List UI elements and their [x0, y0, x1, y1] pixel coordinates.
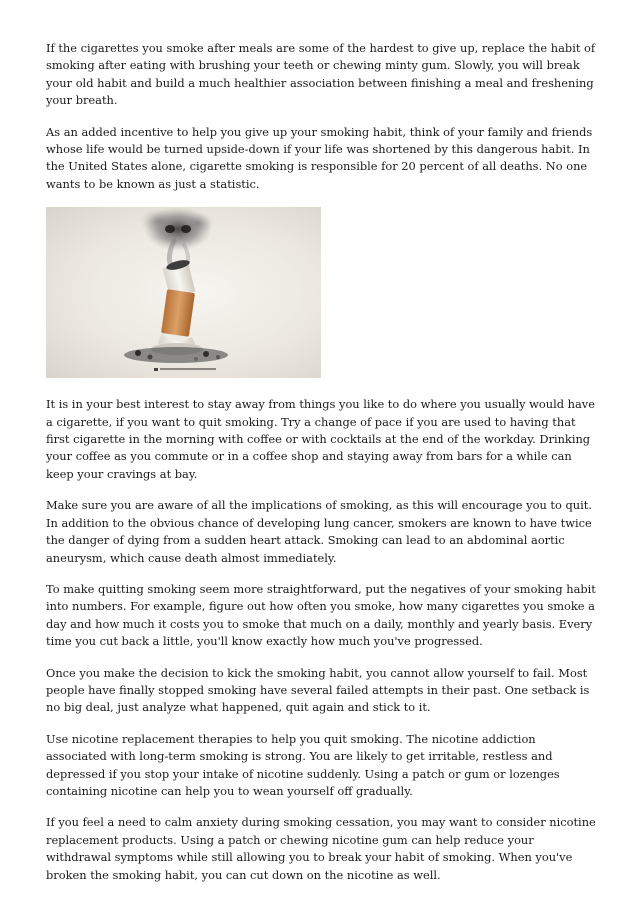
paragraph-implications: Make sure you are aware of all the implications of smoking, as this will encourage you to quit. In addition to the obvious chance of developing lung cancer, smokers are known to have twice the danger of dying from a sudden heart attack. Smoking can lead to an abdominal aortic aneurysm, which cause death almost immediately.	[46, 498, 592, 565]
paragraph-after-meals: If the cigarettes you smoke after meals are some of the hardest to give up, replace the habit of smoking after eating with brushing your teeth or chewing minty gum. Slowly, you will break your old habit and build a much healthier association between finishing a meal and freshening your breath.	[46, 41, 596, 108]
paragraph-incentive: As an added incentive to help you give up your smoking habit, think of your family and friends whose life would be turned upside-down if your life was shortened by this dangerous habit. In the United States alone, cigarette smoking is responsible for 20 percent of all deaths. No one wants to be known as just a statistic.	[46, 124, 593, 191]
paragraph-numbers: To make quitting smoking seem more straightforward, put the negatives of your smoking habit into numbers. For example, figure out how often you smoke, how many cigarettes you smoke a day and how much it costs you to smoke that much on a daily, monthly and yearly basis. Every time you cut back a little, you'll know exactly how much you've progressed.	[46, 581, 596, 649]
article-body	[46, 40, 598, 898]
cigarette-butt-smoke-skull-icon	[46, 207, 321, 378]
paragraph-calm-anxiety: If you feel a need to calm anxiety during smoking cessation, you may want to consider nicotine replacement products. Using a patch or chewing nicotine gum can help reduce your withdrawal symptoms while still allowing you to break your habit of smoking. When you've broken the smoking habit, you can cut down on the nicotine as well.	[46, 815, 596, 882]
paragraph-stay-away: It is in your best interest to stay away from things you like to do where you usually would have a cigarette, if you want to quit smoking. Try a change of pace if you are used to having that first cigarette in the morning with coffee or with cocktails at the end of the workday. Drinking your coffee as you commute or in a coffee shop and staying away from bars for a while can keep your cravings at bay.	[46, 397, 595, 481]
paragraph-nicotine-replacement: Use nicotine replacement therapies to help you quit smoking. The nicotine addiction associated with long-term smoking is strong. You are likely to get irritable, restless and depressed if you stop your intake of nicotine suddenly. Using a patch or gum or lozenges containing nicotine can help you to wean yourself off gradually.	[46, 731, 560, 798]
paragraph-decision: Once you make the decision to kick the smoking habit, you cannot allow yourself to fail. Most people have finally stopped smoking have several failed attempts in their past. One setback is no big deal, just analyze what happened, quit again and stick to it.	[46, 665, 590, 715]
cigarette-butt-image	[46, 207, 321, 378]
